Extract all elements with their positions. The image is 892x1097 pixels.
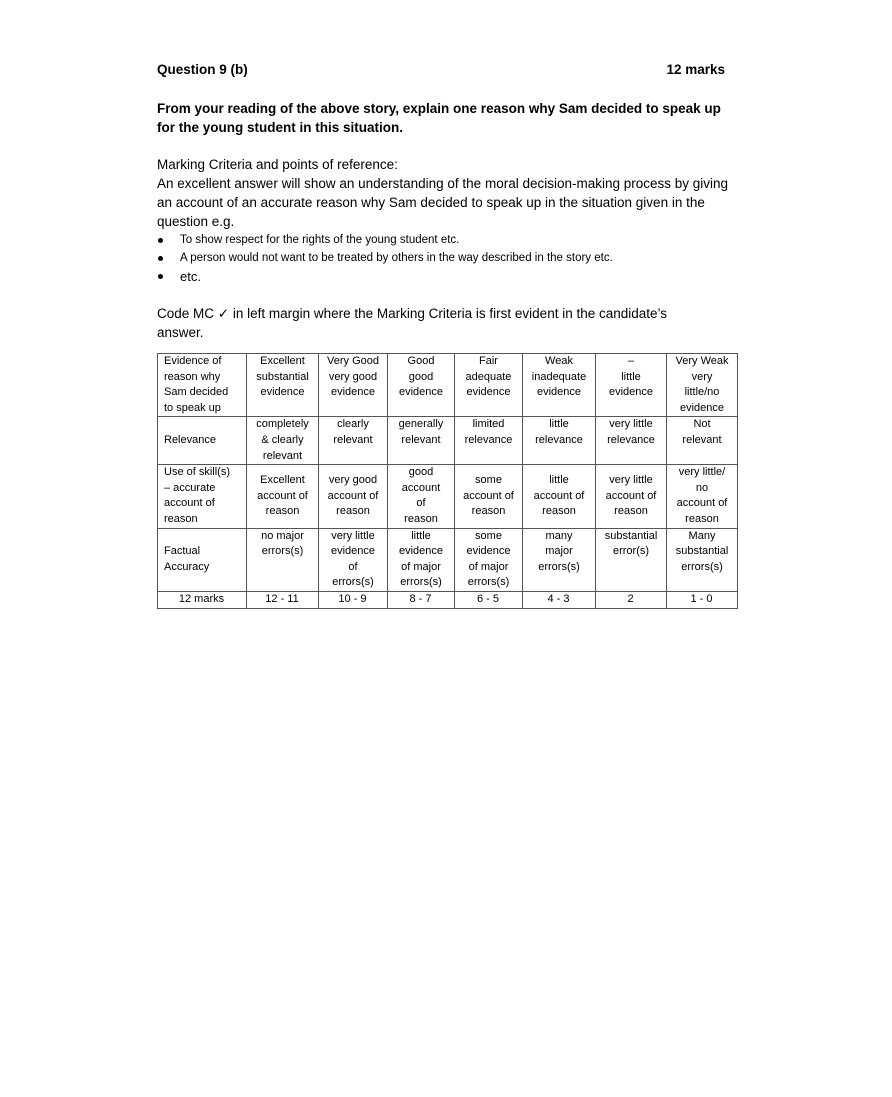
skills-cell: little account of reason (523, 465, 596, 528)
rubric-row-accuracy (158, 528, 738, 591)
marking-criteria (157, 155, 737, 287)
marks-cell: 12 - 11 (247, 591, 319, 608)
relevance-cell: generally relevant (388, 417, 455, 465)
marks-label: 12 marks (666, 62, 725, 77)
skills-cell: very good account of reason (319, 465, 388, 528)
relevance-cell: Not relevant (667, 417, 738, 465)
accuracy-cell: no major errors(s) (247, 528, 319, 591)
marks-cell: 4 - 3 (523, 591, 596, 608)
rubric-row-marks (158, 591, 738, 608)
criteria-heading: Marking Criteria and points of reference: (157, 157, 398, 172)
accuracy-cell: some evidence of major errors(s) (455, 528, 523, 591)
relevance-cell: little relevance (523, 417, 596, 465)
relevance-cell: limited relevance (455, 417, 523, 465)
examples-list (157, 231, 737, 287)
row-label-accuracy: Factual Accuracy (158, 528, 247, 591)
accuracy-cell: substantial error(s) (596, 528, 667, 591)
rubric-row-evidence (158, 354, 738, 417)
accuracy-cell: many major errors(s) (523, 528, 596, 591)
example-item: A person would not want to be treated by others in the way described in the story etc. (157, 249, 737, 267)
rubric-table (157, 353, 738, 609)
relevance-cell: clearly relevant (319, 417, 388, 465)
skills-cell: Excellent account of reason (247, 465, 319, 528)
code-mc-instruction: Code MC ✓ in left margin where the Marking Criteria is first evident in the candidate’s answer. (157, 306, 668, 340)
grade-cell-very-good: Very Good very good evidence (319, 354, 388, 417)
example-item: etc. (157, 267, 737, 287)
marks-cell: 1 - 0 (667, 591, 738, 608)
question-text: From your reading of the above story, explain one reason why Sam decided to speak up for the young student in this situation. (157, 101, 721, 135)
marks-cell: 10 - 9 (319, 591, 388, 608)
skills-cell: very little/ no account of reason (667, 465, 738, 528)
row-label-relevance: Relevance (158, 417, 247, 465)
grade-cell-very-weak: Very Weak very little/no evidence (667, 354, 738, 417)
grade-cell-excellent: Excellent substantial evidence (247, 354, 319, 417)
row-label-evidence: Evidence of reason why Sam decided to speak up (158, 354, 247, 417)
grade-cell-weak: Weak inadequate evidence (523, 354, 596, 417)
question-label: Question 9 (b) (157, 62, 248, 77)
question-header (157, 62, 737, 82)
row-label-marks: 12 marks (158, 591, 247, 608)
criteria-intro: An excellent answer will show an understanding of the moral decision-making process by giving an account of an accurate reason why Sam decided to speak up in the situation given in the question e.g. (157, 176, 729, 229)
row-label-skills: Use of skill(s) – accurate account of reason (158, 465, 247, 528)
grade-cell-good: Good good evidence (388, 354, 455, 417)
relevance-cell: completely & clearly relevant (247, 417, 319, 465)
marks-cell: 8 - 7 (388, 591, 455, 608)
marks-cell: 6 - 5 (455, 591, 523, 608)
skills-cell: good account of reason (388, 465, 455, 528)
accuracy-cell: little evidence of major errors(s) (388, 528, 455, 591)
example-item: To show respect for the rights of the young student etc. (157, 231, 737, 249)
accuracy-cell: very little evidence of errors(s) (319, 528, 388, 591)
rubric-row-skills (158, 465, 738, 528)
marking-scheme-page (157, 62, 737, 609)
marks-cell: 2 (596, 591, 667, 608)
relevance-cell: very little relevance (596, 417, 667, 465)
skills-cell: some account of reason (455, 465, 523, 528)
grade-cell-fair: Fair adequate evidence (455, 354, 523, 417)
rubric-row-relevance (158, 417, 738, 465)
accuracy-cell: Many substantial errors(s) (667, 528, 738, 591)
grade-cell-dash: – little evidence (596, 354, 667, 417)
skills-cell: very little account of reason (596, 465, 667, 528)
